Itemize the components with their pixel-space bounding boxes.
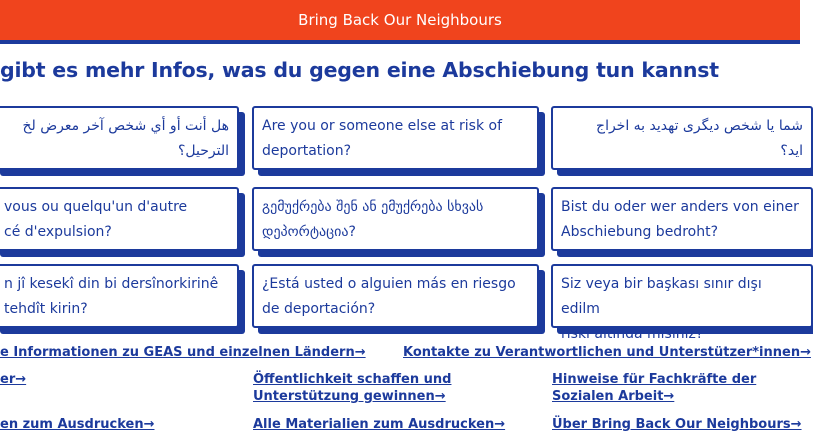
link-social-work[interactable]: Hinweise für Fachkräfte der Sozialen Arbeit→ [552,372,757,404]
language-card-turkish[interactable] [551,264,813,342]
card-question: n jî kesekî din bi dersînorkirinê tehdît kirin? [4,276,219,317]
card-question: Are you or someone else at risk of deportation? [262,118,503,159]
language-card-kurdish[interactable] [0,264,239,328]
site-title[interactable]: Bring Back Our Neighbours [298,11,502,29]
card-question: شما یا شخص دیگری تهدید به اخراج اید؟ [596,118,803,159]
link-contacts[interactable]: Kontakte zu Verantwortlichen und Unterstützer*innen→ [403,345,811,360]
card-question: გემუქრება შენ ან ემუქრება სხვას დეპორტაცია? [262,199,484,240]
link-geas-info[interactable]: e Informationen zu GEAS und einzelnen Ländern→ [0,345,366,360]
language-card-persian[interactable] [551,106,813,170]
link-print[interactable]: en zum Ausdrucken→ [0,417,155,432]
language-card-french[interactable] [0,187,239,251]
page-heading: gibt es mehr Infos, was du gegen eine Abschiebung tun kannst [0,58,719,82]
card-question: vous ou quelqu'un d'autre cé d'expulsion? [4,199,188,240]
card-question: Bist du oder wer anders von einer Abschiebung bedroht? [561,199,799,240]
language-card-german[interactable] [551,187,813,251]
card-question: Siz veya bir başkası sınır dışı edilm riski altında mısınız? [561,276,762,342]
link-about[interactable]: Über Bring Back Our Neighbours→ [552,417,802,432]
language-card-spanish[interactable] [252,264,539,328]
link-flyer[interactable]: er→ [0,372,27,387]
language-card-arabic[interactable] [0,106,239,170]
language-card-georgian[interactable] [252,187,539,251]
link-public-support[interactable]: Öffentlichkeit schaffen und Unterstützung gewinnen→ [253,372,452,404]
link-all-materials[interactable]: Alle Materialien zum Ausdrucken→ [253,417,506,432]
language-card-english[interactable] [252,106,539,170]
top-banner [0,0,800,44]
card-question: هل أنت أو أي شخص آخر معرض لخ الترحيل؟ [22,118,229,159]
card-question: ¿Está usted o alguien más en riesgo de deportación? [262,276,516,317]
